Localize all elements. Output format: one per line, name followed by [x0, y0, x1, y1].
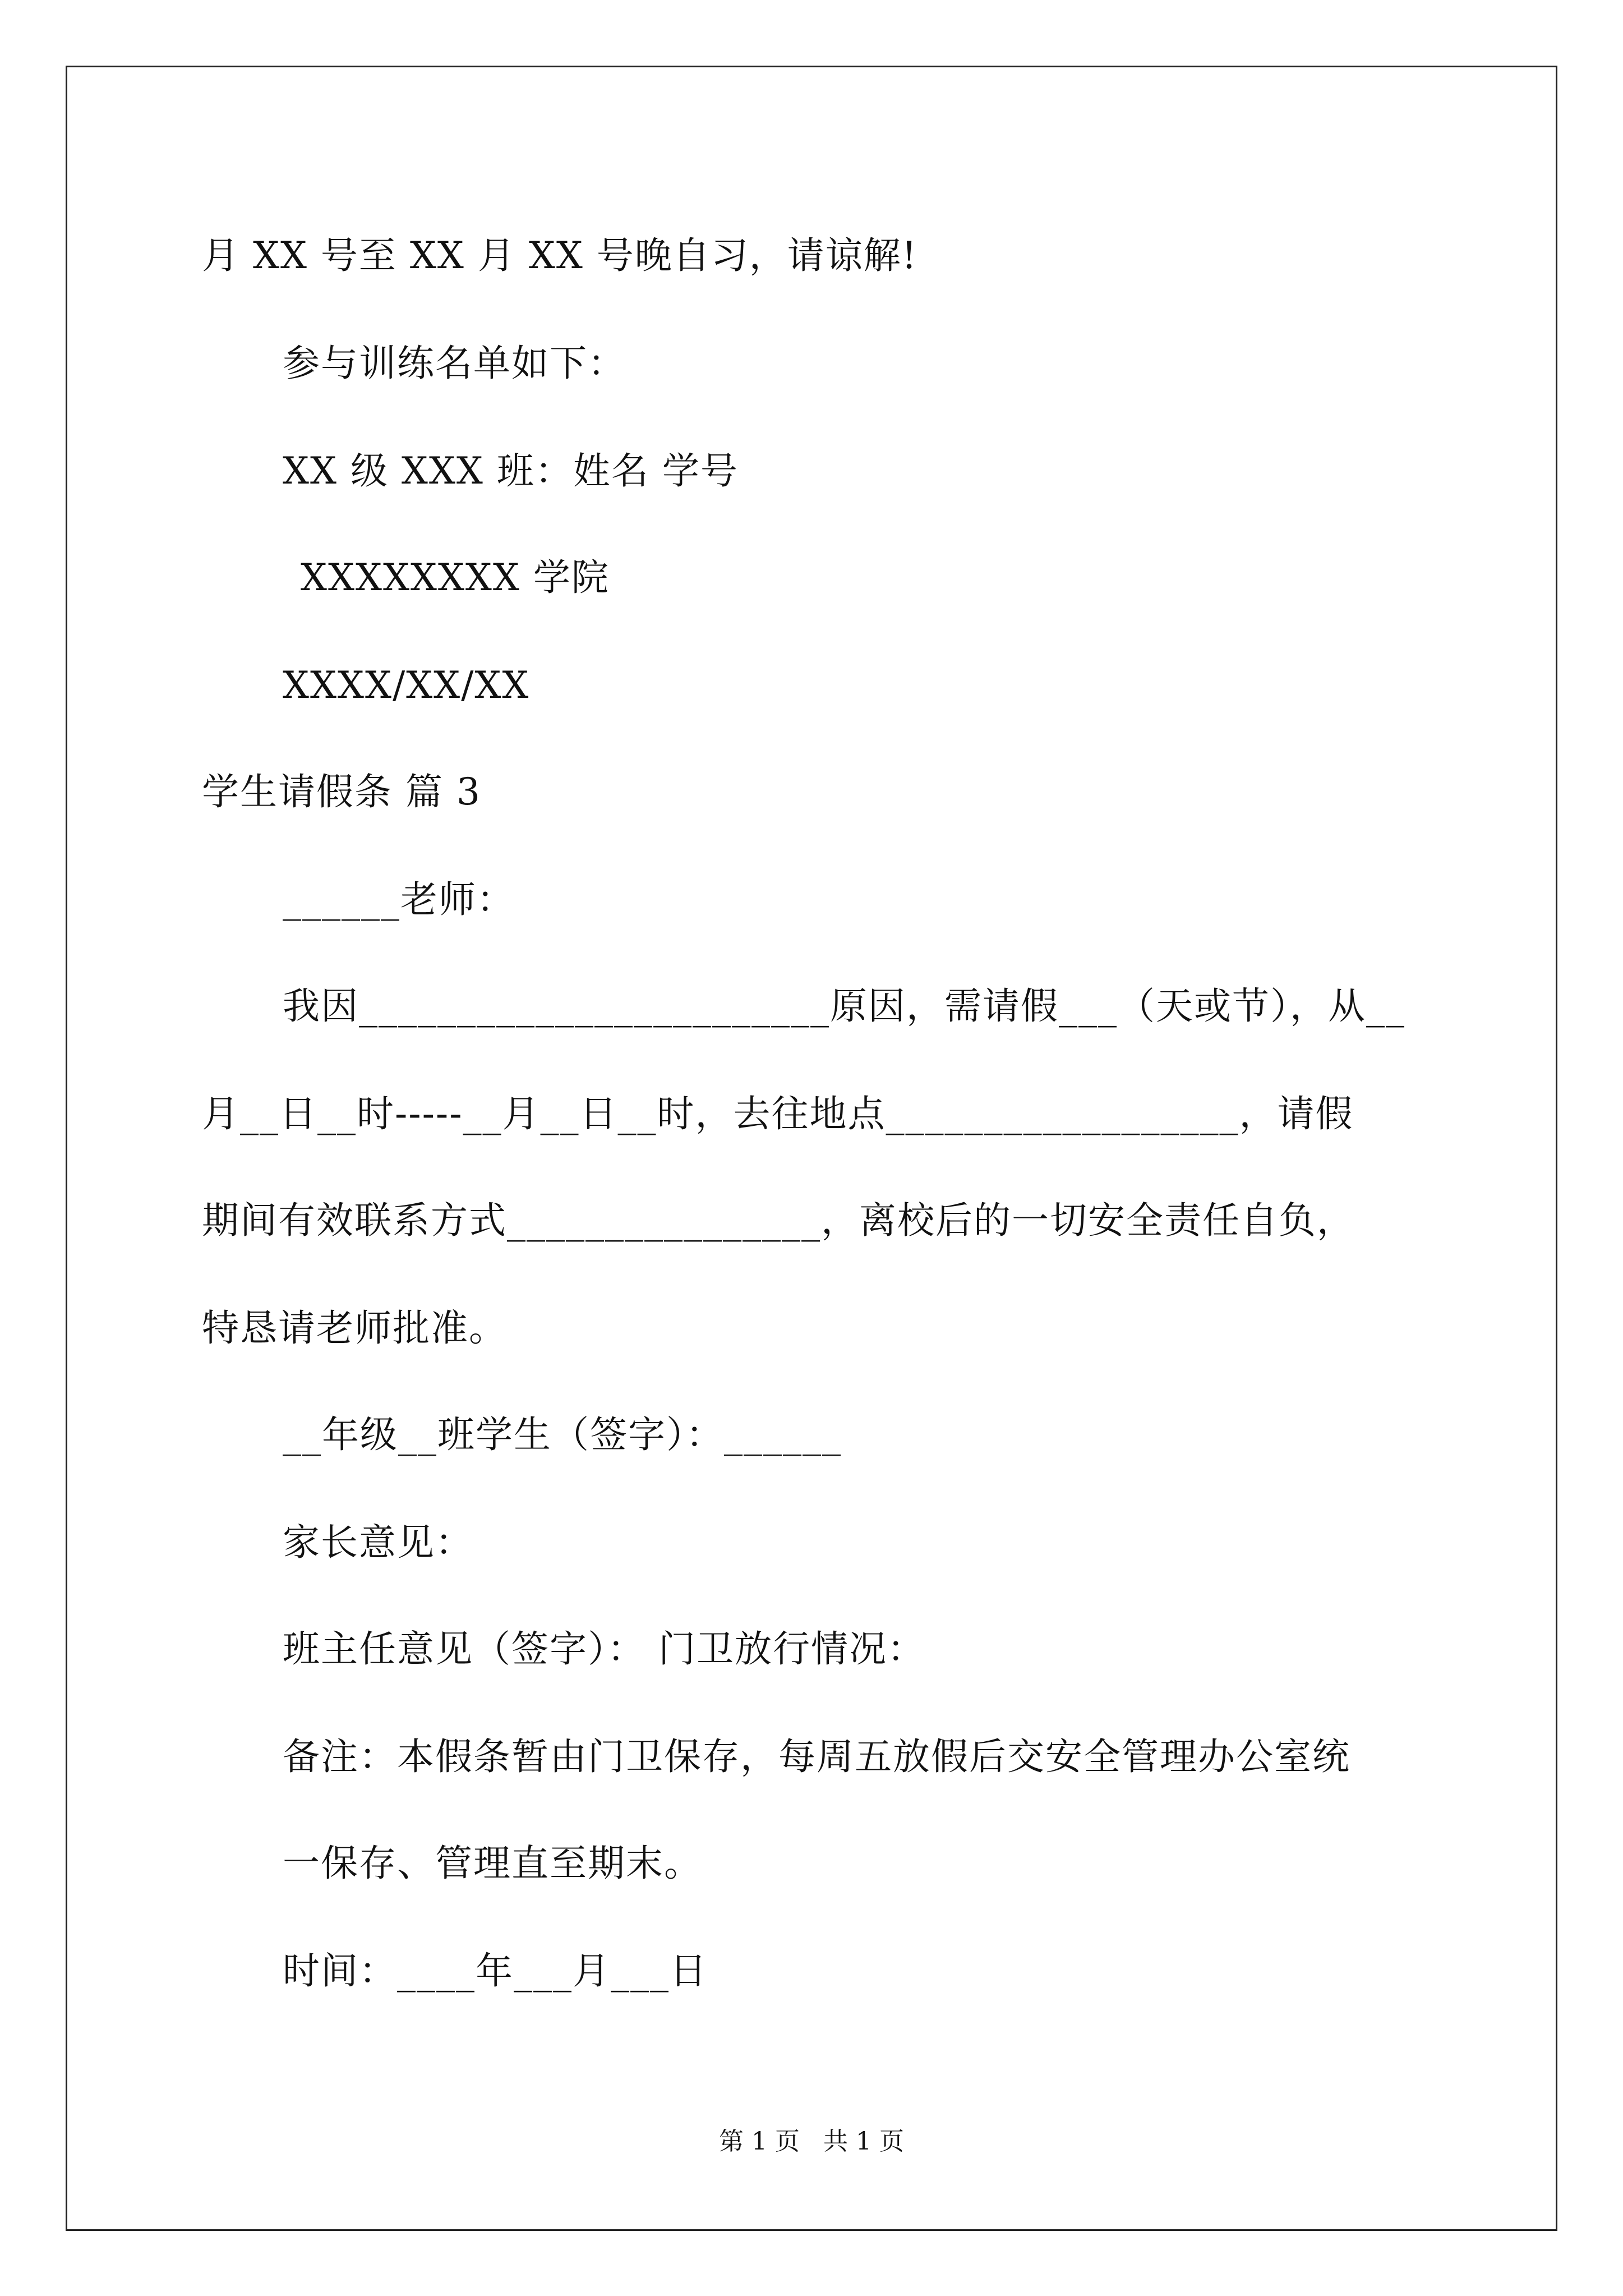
remark-line-1: 备注：本假条暂由门卫保存，每周五放假后交安全管理办公室统 — [283, 1735, 1350, 1778]
teacher-opinion: 班主任意见（签字）： 门卫放行情况： — [283, 1627, 925, 1671]
parent-opinion: 家长意见： — [283, 1521, 473, 1564]
text-line-5: XXXX/XX/XX — [283, 664, 530, 707]
body-line-1: 我因________________________原因，需请假___（天或节），从__ — [283, 984, 1405, 1028]
page-frame — [66, 66, 1557, 2231]
body-line-2: 月__日__时-----__月__日__时，去往地点__________________，请假 — [202, 1092, 1354, 1135]
body-line-4: 特恳请老师批准。 — [202, 1306, 507, 1350]
addressee-line: ______老师： — [283, 878, 515, 921]
date-line: 时间：____年___月___日 — [283, 1949, 708, 1993]
text-line-1: 月 XX 号至 XX 月 XX 号晚自习，请谅解! — [202, 234, 918, 277]
text-line-4: XXXXXXXX 学院 — [301, 556, 610, 599]
body-line-3: 期间有效联系方式________________，离校后的一切安全责任自负， — [202, 1199, 1355, 1242]
text-line-3: XX 级 XXX 班：姓名 学号 — [283, 449, 739, 493]
signature-line: __年级__班学生（签字）：______ — [283, 1413, 842, 1456]
remark-line-2: 一保存、管理直至期末。 — [283, 1842, 702, 1885]
text-line-2: 参与训练名单如下： — [283, 342, 626, 385]
section-heading: 学生请假条 篇 3 — [202, 770, 481, 813]
page-footer: 第 1 页 共 1 页 — [719, 2127, 904, 2156]
